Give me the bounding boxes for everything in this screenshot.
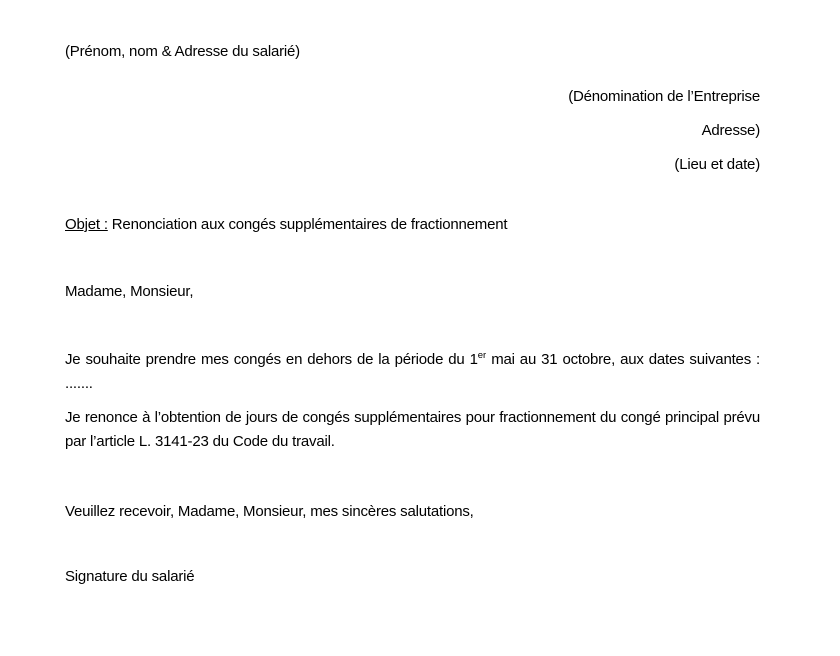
salutation-line: Madame, Monsieur, [65,283,194,300]
recipient-line-address: Adresse) [701,122,760,139]
ordinal-superscript: er [477,350,487,361]
subject-text: Renonciation aux congés supplémentaires de fractionnement [111,216,508,233]
signature-label: Signature du salarié [65,568,195,585]
subject-line [65,215,760,235]
request-text-before-superscript: Je souhaite prendre mes congés en dehors de la période du 1 [65,351,478,368]
subject-label: Objet : [65,216,108,233]
closing-line: Veuillez recevoir, Madame, Monsieur, mes sincères salutations, [65,503,474,520]
sender-address-placeholder: (Prénom, nom & Adresse du salarié) [65,43,300,60]
request-text-after-superscript: mai au 31 octobre, aux dates suivantes : ....... [65,351,760,392]
paragraph-request [65,348,760,396]
recipient-block [65,80,760,182]
paragraph-waiver: Je renonce à l’obtention de jours de congés supplémentaires pour fractionnement du congé principal prévu par l’article L. 3141-23 du Code du travail. [65,409,760,450]
recipient-line-company: (Dénomination de l’Entreprise [568,88,760,105]
recipient-line-place-date: (Lieu et date) [674,156,760,173]
